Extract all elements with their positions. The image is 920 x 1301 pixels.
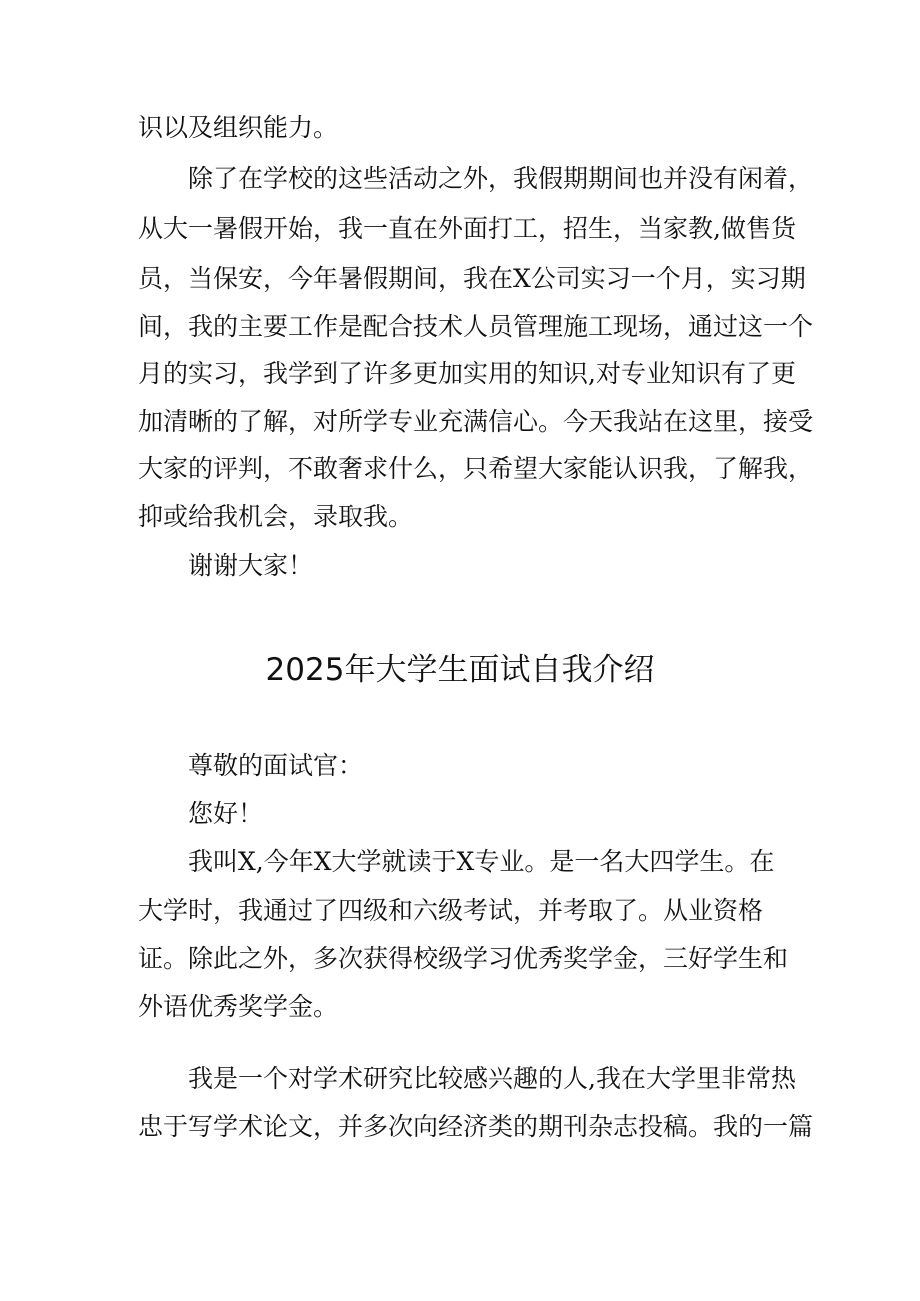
paragraph-line: 忠于写学术论文，并多次向经济类的期刊杂志投稿。我的一篇 xyxy=(138,1112,814,1141)
paragraph-line: 我是一个对学术研究比较感兴趣的人,我在大学里非常热 xyxy=(188,1064,796,1093)
paragraph-line: 抑或给我机会，录取我。 xyxy=(138,502,414,531)
paragraph-line: 我叫X,今年X大学就读于X专业。是一名大四学生。在 xyxy=(188,847,775,876)
paragraph-line: 外语优秀奖学金。 xyxy=(138,992,339,1021)
document-title: 2025年大学生面试自我介绍 xyxy=(265,652,655,688)
paragraph-line: 月的实习，我学到了许多更加实用的知识,对专业知识有了更 xyxy=(138,359,796,388)
paragraph-line: 除了在学校的这些活动之外，我假期期间也并没有闲着， xyxy=(188,164,814,193)
paragraph-line: 加清晰的了解，对所学专业充满信心。今天我站在这里，接受 xyxy=(138,407,814,436)
paragraph-line: 识以及组织能力。 xyxy=(138,113,339,142)
paragraph-line: 大学时，我通过了四级和六级考试，并考取了。从业资格 xyxy=(138,896,764,925)
closing-line: 谢谢大家！ xyxy=(188,551,314,580)
paragraph-line: 大家的评判，不敢奢求什么，只希望大家能认识我，了解我， xyxy=(138,454,814,483)
greeting: 您好！ xyxy=(188,799,264,828)
paragraph-line: 证。除此之外，多次获得校级学习优秀奖学金，三好学生和 xyxy=(138,944,789,973)
paragraph-line: 从大一暑假开始，我一直在外面打工，招生，当家教,做售货 xyxy=(138,214,796,243)
salutation: 尊敬的面试官： xyxy=(188,751,364,780)
paragraph-line: 员，当保安，今年暑假期间，我在X公司实习一个月，实习期 xyxy=(138,264,806,293)
paragraph-line: 间，我的主要工作是配合技术人员管理施工现场，通过这一个 xyxy=(138,312,814,341)
